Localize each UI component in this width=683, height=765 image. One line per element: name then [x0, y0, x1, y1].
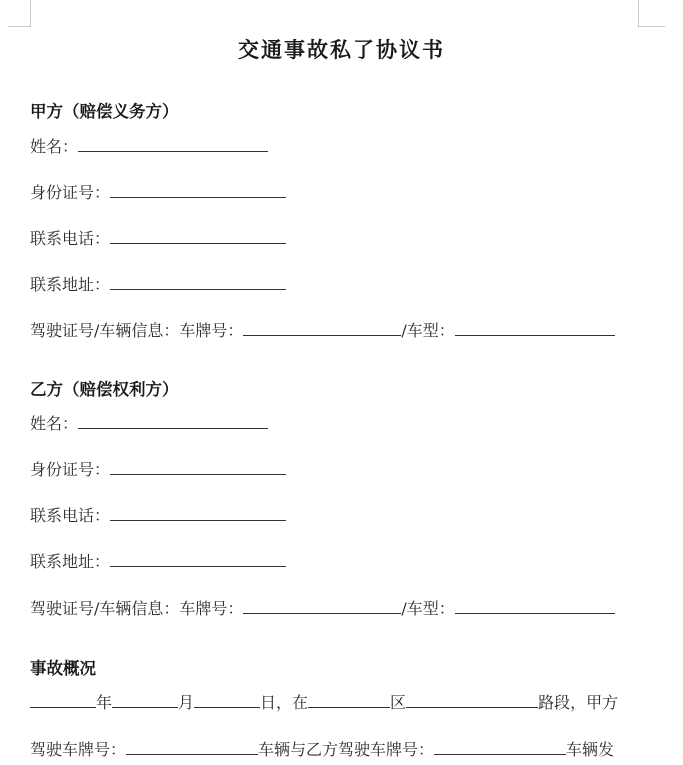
- party-a-phone-row: [30, 226, 286, 249]
- party-b-phone-row: [30, 503, 286, 526]
- party-a-phone-label: 联系电话：: [30, 229, 111, 248]
- accident-plate-a-label: 驾驶车牌号：: [30, 740, 127, 759]
- accident-date-row: [30, 690, 618, 713]
- party-a-license-label: 驾驶证号/车辆信息：车牌号：: [30, 321, 244, 340]
- party-b-name-label: 姓名：: [30, 414, 79, 433]
- party-b-id-row: [30, 457, 286, 480]
- accident-tail-text: 车辆发: [566, 740, 615, 759]
- accident-road-label: 路段，甲方: [538, 693, 619, 712]
- accident-year-blank[interactable]: [30, 693, 96, 708]
- party-b-name-row: [30, 411, 268, 434]
- document-title: 交通事故私了协议书: [238, 37, 445, 62]
- accident-month-label: 月: [178, 693, 195, 712]
- party-a-car-type-label: /车型：: [401, 321, 455, 340]
- party-b-heading: 乙方（赔偿权利方）: [30, 380, 179, 399]
- party-b-id-blank[interactable]: [110, 460, 286, 475]
- party-a-phone-blank[interactable]: [110, 229, 286, 244]
- party-a-name-label: 姓名：: [30, 137, 79, 156]
- accident-plate-a-blank[interactable]: [126, 740, 258, 755]
- party-a-id-label: 身份证号：: [30, 183, 111, 202]
- party-b-address-blank[interactable]: [110, 552, 286, 567]
- party-a-name-blank[interactable]: [78, 137, 268, 152]
- crop-mark-top-left: [8, 0, 31, 27]
- accident-month-blank[interactable]: [112, 693, 178, 708]
- party-a-name-row: [30, 134, 268, 157]
- accident-plate-b-label: 车辆与乙方驾驶车牌号：: [258, 740, 435, 759]
- accident-plates-row: [30, 737, 614, 760]
- party-a-address-row: [30, 272, 286, 295]
- accident-district-label: 区: [390, 693, 407, 712]
- party-a-vehicle-row: [30, 318, 615, 341]
- party-b-car-type-label: /车型：: [401, 599, 455, 618]
- party-a-id-row: [30, 180, 286, 203]
- party-b-car-type-blank[interactable]: [455, 599, 615, 614]
- accident-day-label: 日，在: [260, 693, 309, 712]
- accident-plate-b-blank[interactable]: [434, 740, 566, 755]
- party-a-address-blank[interactable]: [110, 275, 286, 290]
- accident-heading: 事故概况: [30, 659, 96, 678]
- accident-day-blank[interactable]: [194, 693, 260, 708]
- accident-year-label: 年: [96, 693, 113, 712]
- party-b-address-row: [30, 549, 286, 572]
- party-b-plate-blank[interactable]: [243, 599, 401, 614]
- party-b-vehicle-row: [30, 596, 615, 619]
- party-b-address-label: 联系地址：: [30, 552, 111, 571]
- party-a-id-blank[interactable]: [110, 183, 286, 198]
- party-b-name-blank[interactable]: [78, 414, 268, 429]
- party-a-address-label: 联系地址：: [30, 275, 111, 294]
- party-a-plate-blank[interactable]: [243, 321, 401, 336]
- party-a-heading: 甲方（赔偿义务方）: [30, 102, 179, 121]
- party-b-phone-label: 联系电话：: [30, 506, 111, 525]
- party-b-license-label: 驾驶证号/车辆信息：车牌号：: [30, 599, 244, 618]
- party-b-id-label: 身份证号：: [30, 460, 111, 479]
- accident-road-blank[interactable]: [406, 693, 538, 708]
- crop-mark-top-right: [638, 0, 665, 27]
- party-b-phone-blank[interactable]: [110, 506, 286, 521]
- accident-district-blank[interactable]: [308, 693, 390, 708]
- party-a-car-type-blank[interactable]: [455, 321, 615, 336]
